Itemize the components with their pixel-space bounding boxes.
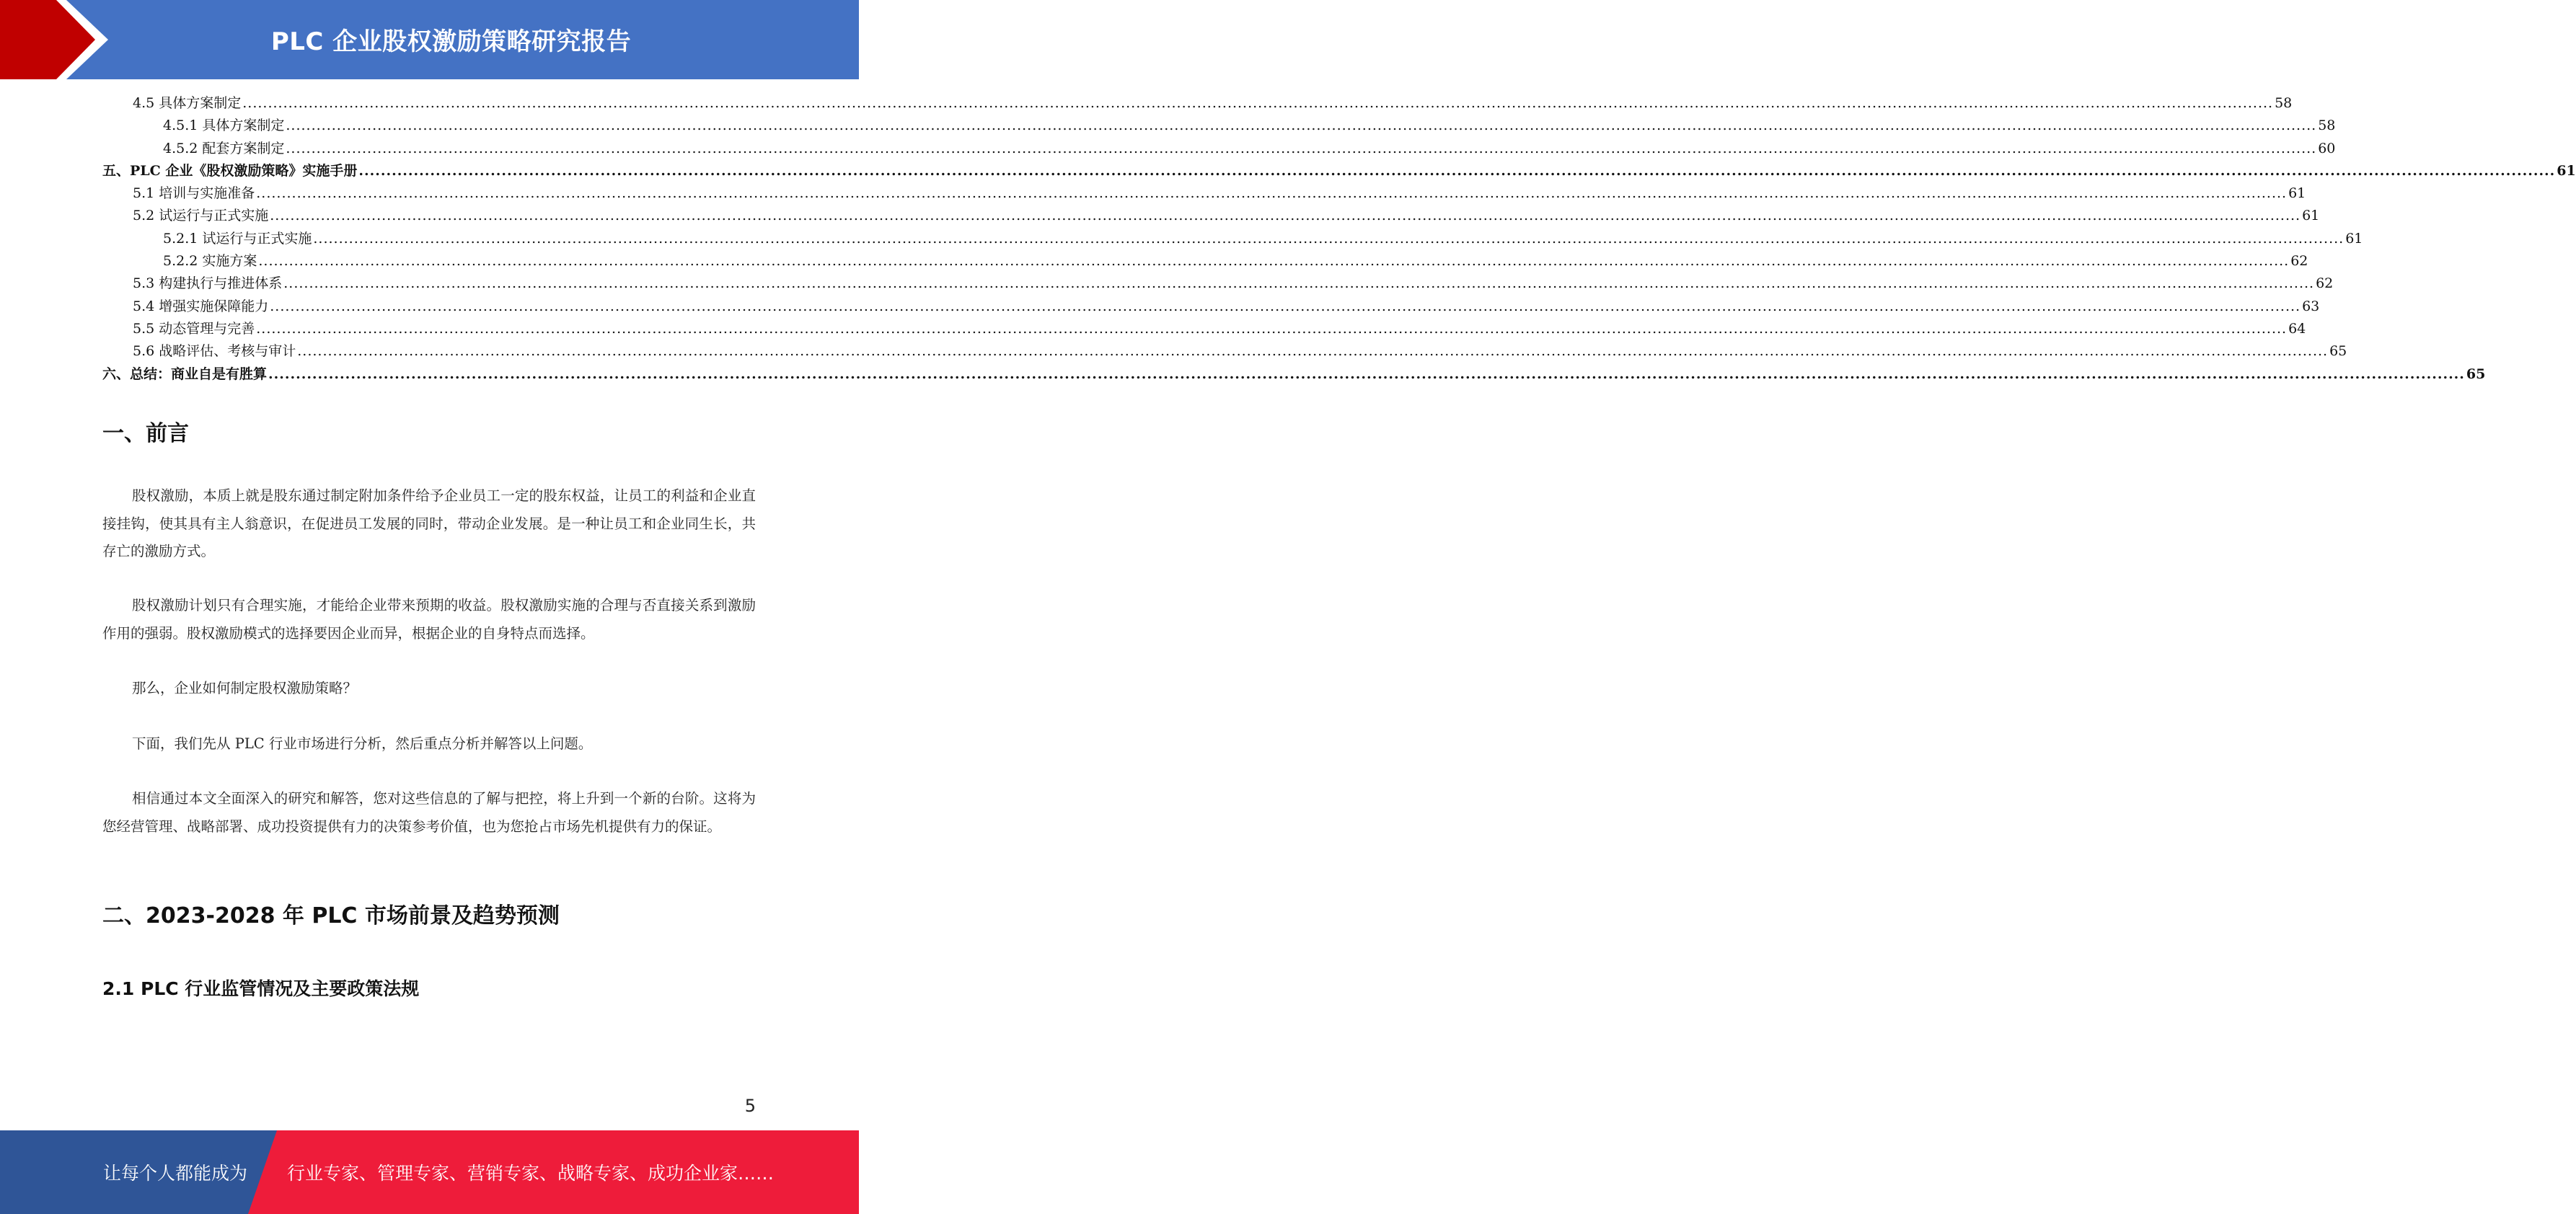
toc-entry[interactable] [102,205,2320,227]
toc-entry[interactable] [102,138,2336,160]
toc-dot-leader: ................................................................................................................................................................................................................................................................................................................................................................................................................ [286,140,2317,156]
paragraph: 相信通过本文全面深入的研究和解答，您对这些信息的了解与把控，将上升到一个新的台阶。这将为您经营管理、战略部署、成功投资提供有力的决策参考价值，也为您抢占市场先机提供有力的保证。 [102,790,756,835]
toc-entry-label: 5.2.2 实施方案 [163,253,257,270]
toc-entry-label: 5.2.1 试运行与正式实施 [163,230,312,247]
footer-slogan-left: 让每个人都能成为 [103,1163,248,1184]
toc-entry-page: 64 [2288,320,2306,337]
toc-entry[interactable] [102,228,2363,250]
toc-entry-label: 4.5.2 配套方案制定 [163,140,285,156]
toc-entry[interactable] [102,182,2306,205]
toc-entry-label: 五、PLC 企业《股权激励策略》实施手册 [102,162,358,179]
toc-dot-leader: ................................................................................................................................................................................................................................................................................................................................................................................................................ [286,118,2317,134]
toc-entry[interactable] [102,160,2576,182]
toc-entry-label: 4.5.1 具体方案制定 [163,118,285,134]
toc-dot-leader: ................................................................................................................................................................................................................................................................................................................................................................................................................ [270,208,2301,224]
toc-entry-label: 5.4 增强实施保障能力 [133,298,269,314]
footer-slogan-right: 行业专家、管理专家、营销专家、战略专家、成功企业家…… [287,1163,775,1184]
section-heading-market-outlook: 二、2023-2028 年 PLC 市场前景及趋势预测 [102,903,560,929]
toc-entry[interactable] [102,340,2347,363]
toc-entry-label: 5.5 动态管理与完善 [133,320,255,337]
toc-dot-leader: ................................................................................................................................................................................................................................................................................................................................................................................................................ [297,343,2329,360]
toc-entry[interactable] [102,273,2334,295]
toc-dot-leader: ................................................................................................................................................................................................................................................................................................................................................................................................................ [256,320,2288,337]
toc-dot-leader: ................................................................................................................................................................................................................................................................................................................................................................................................................ [256,185,2288,202]
subsection-heading: 2.1 PLC 行业监管情况及主要政策法规 [102,978,420,999]
toc-entry-label: 4.5 具体方案制定 [133,95,242,111]
toc-dot-leader: ................................................................................................................................................................................................................................................................................................................................................................................................................ [258,253,2290,270]
toc-dot-leader: ................................................................................................................................................................................................................................................................................................................................................................................................................ [268,365,2465,382]
table-of-contents [102,92,2576,386]
toc-entry[interactable] [102,92,2293,115]
toc-dot-leader: ................................................................................................................................................................................................................................................................................................................................................................................................................ [358,162,2556,179]
toc-entry[interactable] [102,250,2308,273]
toc-entry[interactable] [102,363,2486,386]
toc-entry[interactable] [102,115,2336,137]
section-heading-preface: 一、前言 [102,421,189,446]
paragraph: 那么，企业如何制定股权激励策略？ [132,680,358,696]
toc-dot-leader: ................................................................................................................................................................................................................................................................................................................................................................................................................ [313,230,2345,247]
page-number: 5 [744,1096,756,1116]
toc-entry-label: 5.2 试运行与正式实施 [133,208,269,224]
toc-entry-page: 65 [2329,343,2347,360]
toc-entry-page: 61 [2557,162,2576,179]
toc-entry-page: 58 [2318,118,2336,134]
toc-entry-label: 六、总结：商业自是有胜算 [102,365,268,382]
toc-entry-page: 61 [2288,185,2306,202]
toc-entry[interactable] [102,318,2306,340]
toc-entry-page: 61 [2345,230,2363,247]
toc-entry-label: 5.1 培训与实施准备 [133,185,255,202]
toc-entry-page: 58 [2275,95,2293,111]
paragraph: 下面，我们先从 PLC 行业市场进行分析，然后重点分析并解答以上问题。 [132,735,593,752]
toc-entry[interactable] [102,296,2320,318]
toc-entry-page: 63 [2302,298,2320,314]
toc-entry-label: 5.6 战略评估、考核与审计 [133,343,296,360]
toc-dot-leader: ................................................................................................................................................................................................................................................................................................................................................................................................................ [270,298,2301,314]
header-banner [0,0,859,79]
toc-dot-leader: ................................................................................................................................................................................................................................................................................................................................................................................................................ [242,95,2274,111]
toc-entry-label: 5.3 构建执行与推进体系 [133,275,283,292]
toc-entry-page: 60 [2318,140,2336,156]
toc-entry-page: 62 [2290,253,2308,270]
footer-banner [0,1130,859,1214]
toc-entry-page: 65 [2466,365,2486,382]
paragraph: 股权激励计划只有合理实施，才能给企业带来预期的收益。股权激励实施的合理与否直接关系到激励作用的强弱。股权激励模式的选择要因企业而异，根据企业的自身特点而选择。 [102,597,756,642]
toc-dot-leader: ................................................................................................................................................................................................................................................................................................................................................................................................................ [283,275,2315,292]
toc-entry-page: 62 [2316,275,2334,292]
paragraph: 股权激励，本质上就是股东通过制定附加条件给予企业员工一定的股东权益，让员工的利益和企业直接挂钩，使其具有主人翁意识，在促进员工发展的同时，带动企业发展。是一种让员工和企业同生长，共存亡的激励方式。 [102,487,756,559]
document-title: PLC 企业股权激励策略研究报告 [270,27,632,56]
toc-entry-page: 61 [2302,208,2320,224]
